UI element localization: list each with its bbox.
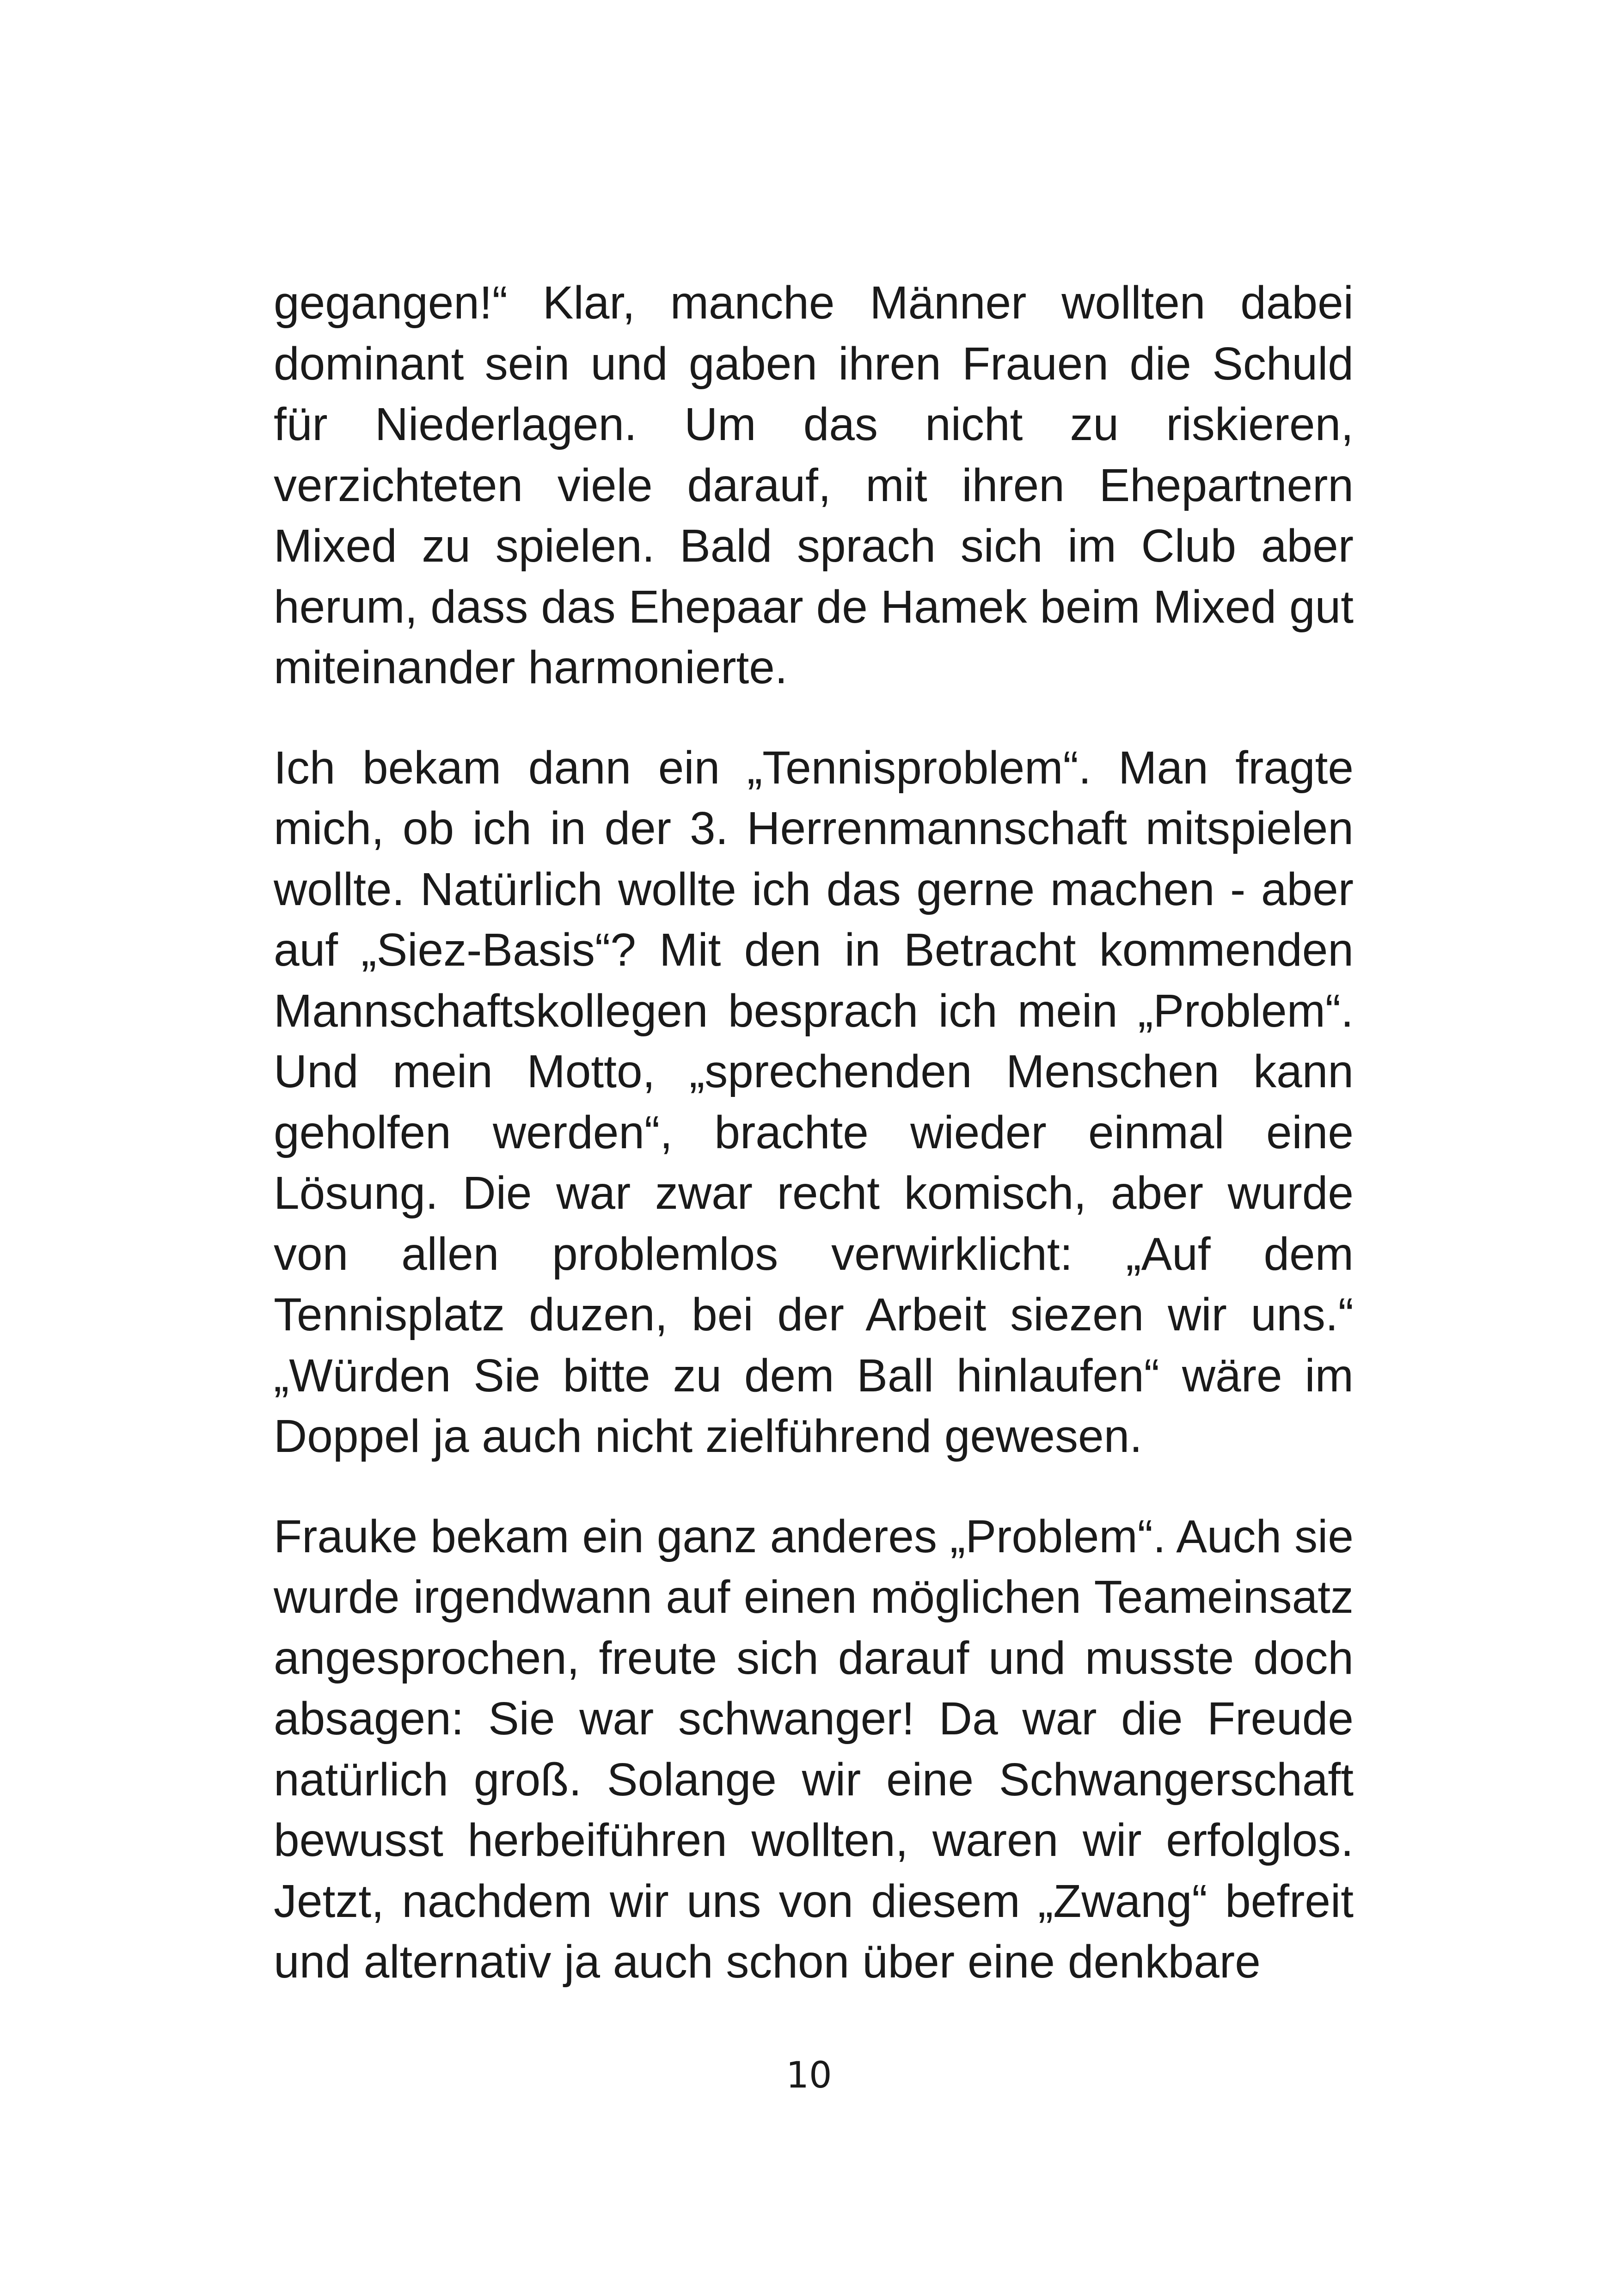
- paragraph-2: Ich bekam dann ein „Tennisproblem“. Man fragte mich, ob ich in der 3. Herrenmannschaft mitspielen wollte. Natürlich wollte ich das gerne machen - aber auf „Siez-Basis“? Mit den in Betracht kommenden Mannschaftskollegen besprach ich mein „Problem“. Und mein Motto, „sprechenden Menschen kann geholfen werden“, brachte wieder einmal eine Lösung. Die war zwar recht komisch, aber wurde von allen problemlos verwirklicht: „Auf dem Tennisplatz duzen, bei der Arbeit siezen wir uns.“ „Würden Sie bitte zu dem Ball hinlaufen“ wäre im Doppel ja auch nicht zielführend gewesen.: [274, 741, 1354, 1462]
- paragraph-1: gegangen!“ Klar, manche Männer wollten dabei dominant sein und gaben ihren Frauen die Schuld für Niederlagen. Um das nicht zu riskieren, verzichteten viele darauf, mit ihren Ehepartnern Mixed zu spielen. Bald sprach sich im Club aber herum, dass das Ehepaar de Hamek beim Mixed gut miteinander harmonierte.: [274, 277, 1354, 693]
- paragraph-3: Frauke bekam ein ganz anderes „Problem“. Auch sie wurde irgendwann auf einen möglichen Teameinsatz angesprochen, freute sich darauf und musste doch absagen: Sie war schwanger! Da war die Freude natürlich groß. Solange wir eine Schwangerschaft bewusst herbeiführen wollten, waren wir erfolglos. Jetzt, nachdem wir uns von diesem „Zwang“ befreit und alternativ ja auch schon über eine denkbare: [274, 1510, 1354, 1988]
- page-number: 10: [786, 2055, 832, 2096]
- body-text: [274, 273, 1354, 1993]
